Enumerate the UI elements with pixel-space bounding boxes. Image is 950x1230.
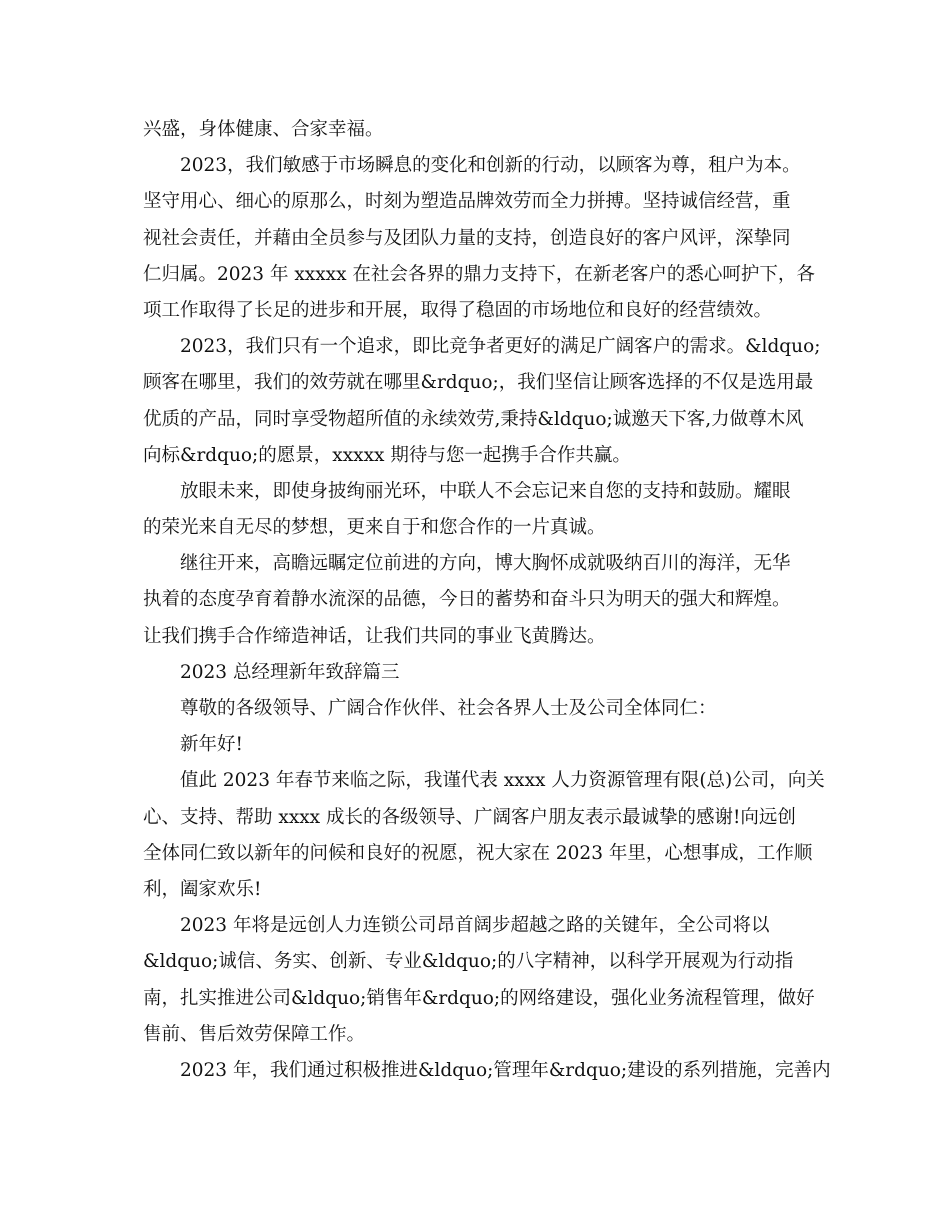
- text-line: 继往开来，高瞻远瞩定位前进的方向，博大胸怀成就吸纳百川的海洋，无华: [180, 553, 791, 575]
- document-body: [143, 112, 831, 1089]
- text-line: 的荣光来自无尽的梦想，更来自于和您合作的一片真诚。: [143, 517, 606, 539]
- text-line: 新年好!: [180, 734, 243, 756]
- text-line: 兴盛，身体健康、合家幸福。: [143, 119, 384, 140]
- text-line: 全体同仁致以新年的问候和良好的祝愿，祝大家在 2023 年里，心想事成，工作顺: [143, 842, 813, 864]
- text-line: 放眼未来，即使身披绚丽光环，中联人不会忘记来自您的支持和鼓励。耀眼: [180, 480, 791, 502]
- text-line: 2023，我们敏感于市场瞬息的变化和创新的行动，以顾客为尊，租户为本。: [180, 155, 801, 177]
- text-line: 心、支持、帮助 xxxx 成长的各级领导、广阔客户朋友表示最诚挚的感谢!向远创: [143, 806, 796, 828]
- text-line: 向标&rdquo;的愿景，xxxxx 期待与您一起携手合作共赢。: [143, 444, 631, 466]
- text-line: 2023 年，我们通过积极推进&ldquo;管理年&rdquo;建设的系列措施，完善内: [180, 1059, 831, 1081]
- text-line: 尊敬的各级领导、广阔合作伙伴、社会各界人士及公司全体同仁：: [180, 698, 717, 719]
- text-line: 南，扎实推进公司&ldquo;销售年&rdquo;的网络建设，强化业务流程管理，做好: [143, 987, 815, 1009]
- text-line: 视社会责任，并藉由全员参与及团队力量的支持，创造良好的客户风评，深挚同: [143, 227, 791, 249]
- text-line: 让我们携手合作缔造神话，让我们共同的事业飞黄腾达。: [143, 625, 606, 647]
- text-line: 优质的产品，同时享受物超所值的永续效劳,秉持&ldquo;诚邀天下客,力做尊木风: [143, 408, 804, 430]
- text-line: 执着的态度孕育着静水流深的品德，今日的蓄势和奋斗只为明天的强大和辉煌。: [143, 589, 791, 611]
- text-line: 坚守用心、细心的原那么，时刻为塑造品牌效劳而全力拼搏。坚持诚信经营，重: [143, 191, 791, 213]
- text-line: 2023，我们只有一个追求，即比竞争者更好的满足广阔客户的需求。&ldquo;: [180, 336, 821, 358]
- text-line: 2023 总经理新年致辞篇三: [180, 661, 400, 683]
- text-line: 利，阖家欢乐!: [143, 878, 262, 900]
- text-line: 售前、售后效劳保障工作。: [143, 1023, 366, 1045]
- text-line: 顾客在哪里，我们的效劳就在哪里&rdquo;，我们坚信让顾客选择的不仅是选用最: [143, 372, 814, 394]
- text-line: 项工作取得了长足的进步和开展，取得了稳固的市场地位和良好的经营绩效。: [143, 299, 773, 321]
- text-line: 值此 2023 年春节来临之际，我谨代表 xxxx 人力资源管理有限(总)公司，向关: [180, 770, 825, 792]
- text-line: 仁归属。2023 年 xxxxx 在社会各界的鼎力支持下，在新老客户的悉心呵护下，各: [143, 263, 815, 285]
- text-line: &ldquo;诚信、务实、创新、专业&ldquo;的八字精神，以科学开展观为行动指: [143, 951, 794, 973]
- text-line: 2023 年将是远创人力连锁公司昂首阔步超越之路的关键年，全公司将以: [180, 915, 770, 937]
